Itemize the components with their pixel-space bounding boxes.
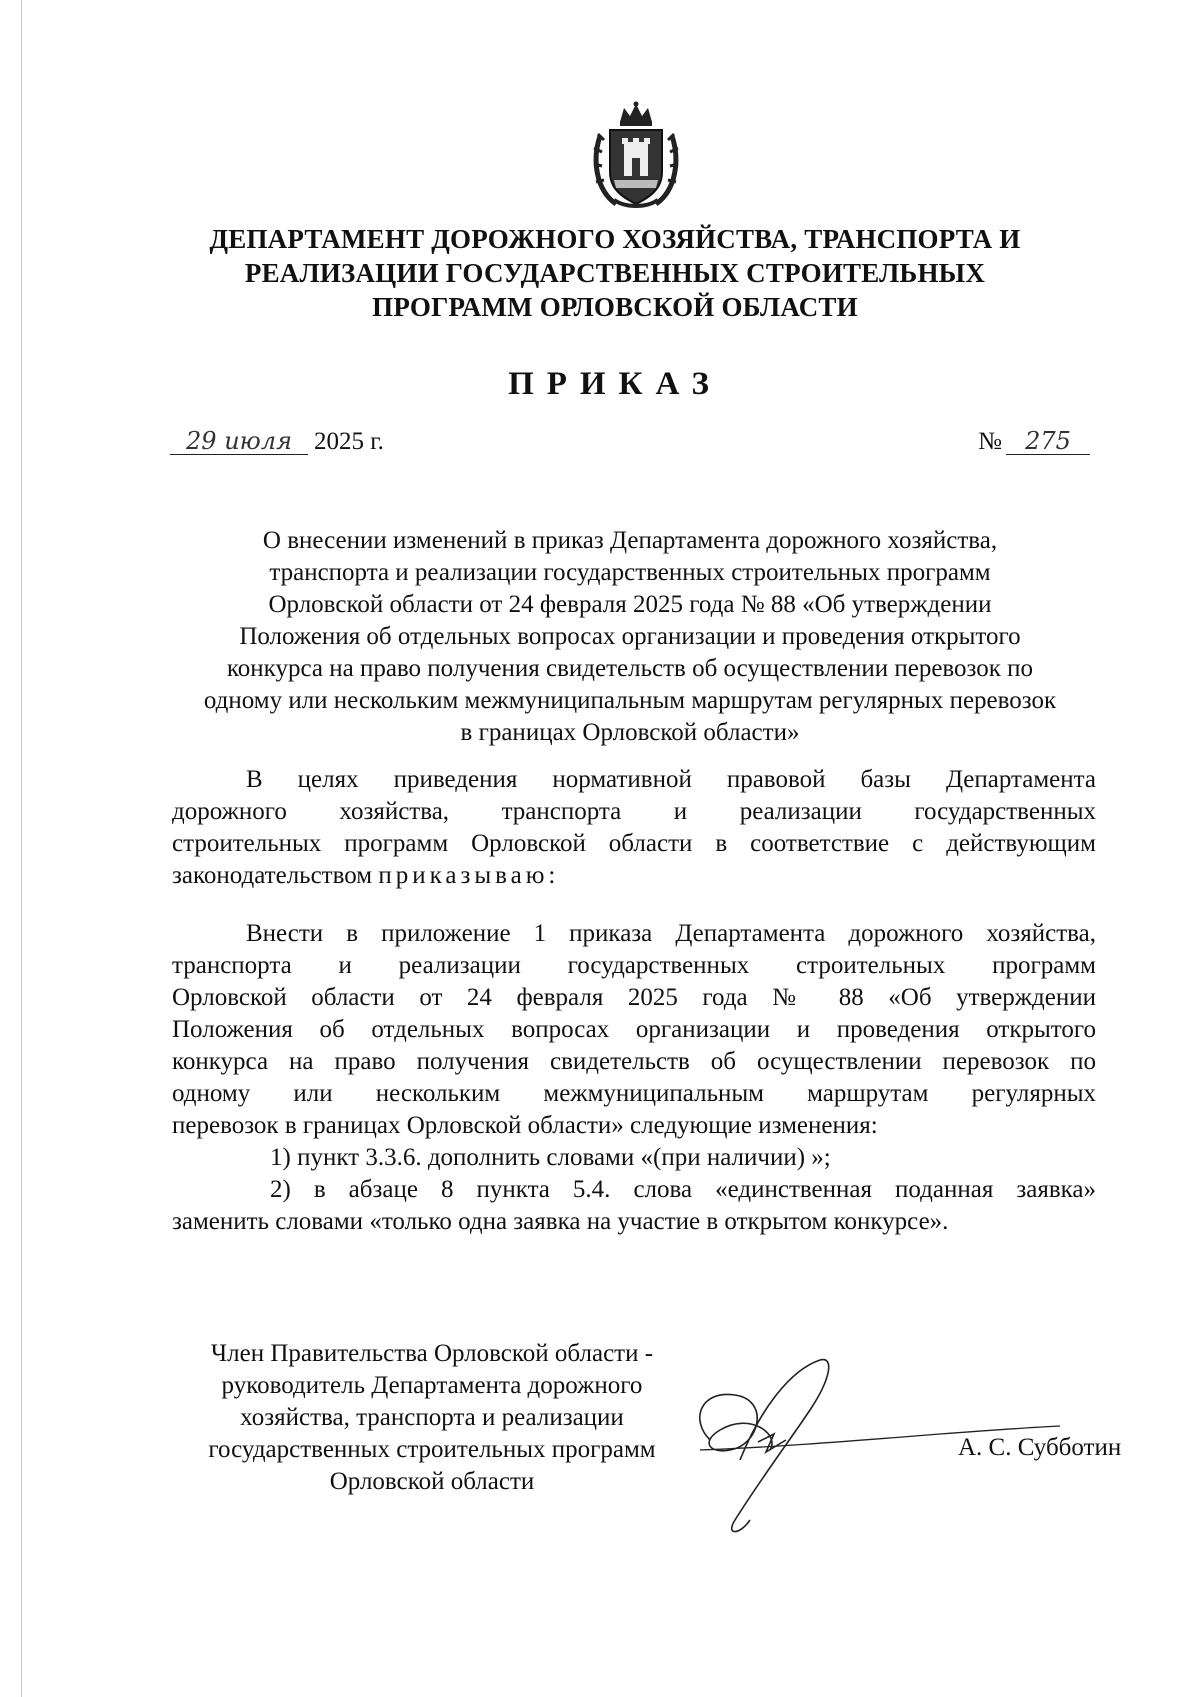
position-line: Член Правительства Орловской области - [210,1340,654,1367]
amendment-item-2: 2) в абзаце 8 пункта 5.4. слова «единственная поданная заявка» [270,1176,1096,1203]
order-number [978,428,1090,456]
signatory-name: А. С. Субботин [958,1434,1122,1461]
handwritten-number: 275 [1006,429,1090,455]
department-line: РЕАЛИЗАЦИИ ГОСУДАРСТВЕННЫХ СТРОИТЕЛЬНЫХ [244,258,986,288]
main-paragraph [172,918,1096,1238]
subject-line: одному или нескольким межмуниципальным маршрутам регулярных перевозок [203,687,1057,714]
position-line: государственных строительных программ [208,1436,656,1463]
body-line: Внести в приложение 1 приказа Департамента дорожного хозяйства, [246,920,1096,947]
order-verb: приказываю: [378,862,560,889]
subject-line: конкурса на право получения свидетельств об осуществлении перевозок по [226,655,1034,682]
order-date [170,428,384,456]
preamble-line: дорожного хозяйства, транспорта и реализации государственных [172,798,1096,825]
preamble-last-prefix: законодательством [172,862,379,889]
amendment-item-2-tail: заменить словами «только одна заявка на участие в открытом конкурсе». [172,1208,949,1235]
subject-line: Положения об отдельных вопросах организации и проведения открытого [239,623,1021,650]
handwritten-date: 29 июля [170,429,308,455]
body-last-line: перевозок в границах Орловской области» следующие изменения: [172,1112,878,1139]
subject-line: О внесении изменений в приказ Департамента дорожного хозяйства, [262,527,998,554]
signatory-position [172,1338,692,1498]
preamble-line: В целях приведения нормативной правовой базы Департамента [246,766,1096,793]
subject-line: в границах Орловской области» [460,719,800,746]
preamble-last-line [172,860,1096,892]
order-subject [165,525,1095,749]
department-name [150,222,1080,324]
amendment-item-1: 1) пункт 3.3.6. дополнить словами «(при наличии) »; [270,1144,831,1171]
body-line: Положения об отдельных вопросах организации и проведения открытого [172,1016,1096,1043]
order-year: 2025 г. [314,428,384,455]
document-type-title: ПРИКАЗ [508,366,722,402]
department-line: ПРОГРАММ ОРЛОВСКОЙ ОБЛАСТИ [372,292,858,322]
scan-edge-line [21,0,22,1697]
subject-line: транспорта и реализации государственных строительных программ [269,559,991,586]
department-line: ДЕПАРТАМЕНТ ДОРОЖНОГО ХОЗЯЙСТВА, ТРАНСПОРТА И [209,224,1021,254]
position-line: Орловской области [329,1468,535,1495]
body-line: Орловской области от 24 февраля 2025 года № 88 «Об утверждении [172,984,1096,1011]
coat-of-arms-emblem [590,100,682,210]
subject-line: Орловской области от 24 февраля 2025 года № 88 «Об утверждении [268,591,992,618]
body-line: одному или нескольким межмуниципальным маршрутам регулярных [172,1080,1096,1107]
position-line: руководитель Департамента дорожного [221,1372,643,1399]
number-sign: № [978,428,1002,455]
preamble-line: строительных программ Орловской области в соответствие с действующим [172,830,1096,857]
body-line: транспорта и реализации государственных строительных программ [172,952,1096,979]
preamble-paragraph [172,764,1096,892]
position-line: хозяйства, транспорта и реализации [240,1404,624,1431]
body-line: конкурса на право получения свидетельств об осуществлении перевозок по [172,1048,1096,1075]
